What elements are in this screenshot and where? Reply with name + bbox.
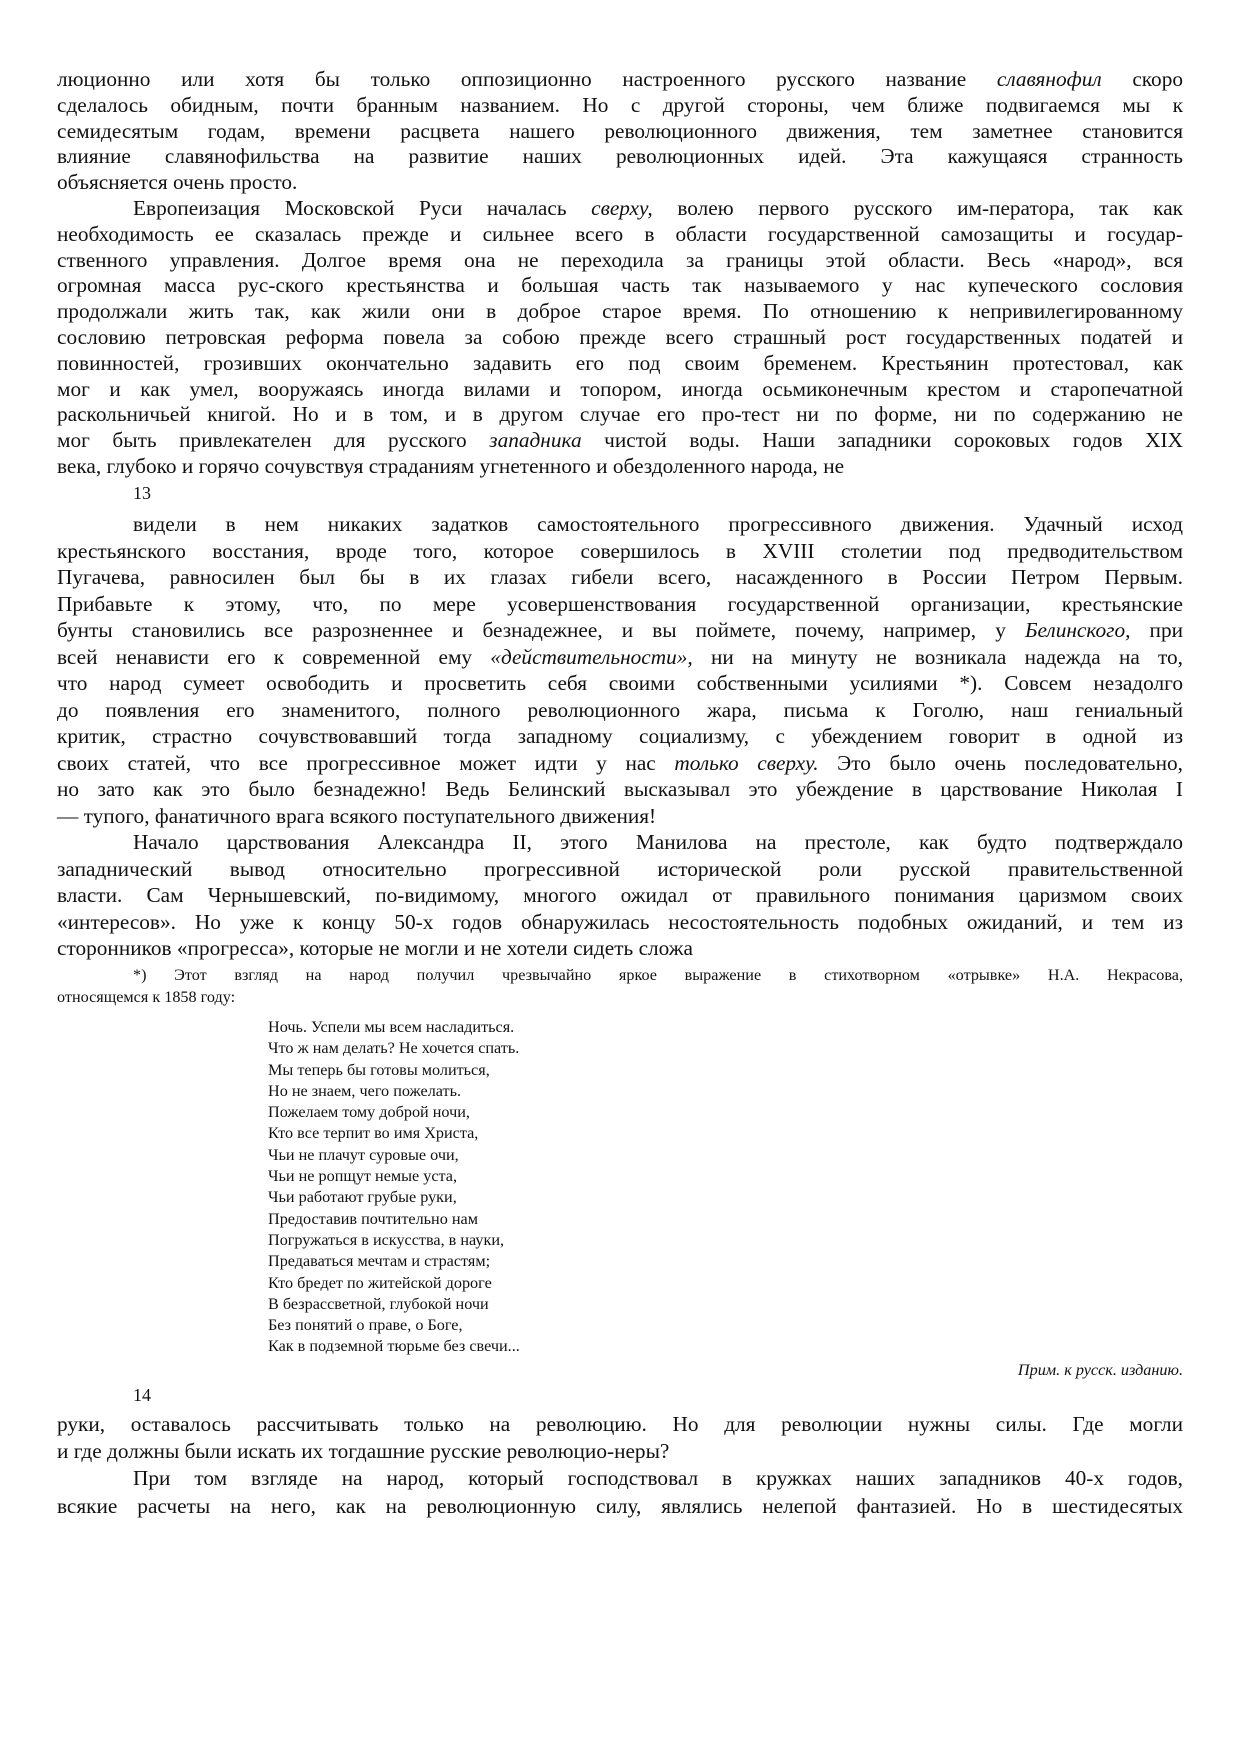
text-line bbox=[57, 776, 1183, 803]
text-segment: «интересов». Но уже к концу 50-х годов обнаружилась несостоятельность подобных ожиданий, и тем из bbox=[57, 909, 1183, 934]
text-segment: семидесятым годам, времени расцвета нашего революционного движения, тем заметнее становится bbox=[57, 118, 1183, 143]
text-segment: своих статей, что все прогрессивное может идти у нас bbox=[57, 750, 675, 775]
text-segment: влияние славянофильства на развитие наших революционных идей. Эта кажущаяся странность bbox=[57, 144, 1183, 169]
text-segment: века, глубоко и горячо сочувствуя страданиям угнетенного и обездоленного народа, не bbox=[57, 453, 845, 478]
page-14-text bbox=[57, 511, 1183, 962]
text-segment: раскольничьей книгой. Но и в том, и в другом случае его про-тест ни по форме, ни по содержанию не bbox=[57, 402, 1183, 427]
text-line bbox=[57, 299, 1183, 325]
italic-text: славянофил bbox=[996, 67, 1102, 91]
text-line bbox=[57, 351, 1183, 377]
text-line bbox=[57, 617, 1183, 644]
text-line bbox=[57, 273, 1183, 299]
poem-line: Как в подземной тюрьме без свечи... bbox=[268, 1337, 520, 1356]
poem-line: В безрассветной, глубокой ночи bbox=[268, 1294, 489, 1313]
text-segment: сделалось обидным, почти бранным названием. Но с другой стороны, чем ближе подвигаемся мы к bbox=[57, 92, 1183, 117]
text-line bbox=[57, 882, 1183, 909]
footnote bbox=[57, 964, 1183, 1008]
poem-line: Без понятий о праве, о Боге, bbox=[268, 1316, 463, 1335]
poem-line: Мы теперь бы готовы молиться, bbox=[268, 1060, 490, 1079]
text-line bbox=[57, 697, 1183, 724]
poem-line: Кто все терпит во имя Христа, bbox=[268, 1124, 479, 1143]
text-line bbox=[57, 119, 1183, 145]
text-segment: мог и как умел, вооружаясь иногда вилами и топором, иногда осьмиконечным крестом и старопечатной bbox=[57, 376, 1183, 401]
text-line bbox=[57, 935, 1183, 962]
text-segment: чистой воды. Наши западники сороковых годов XIX bbox=[581, 428, 1183, 453]
text-segment: скоро bbox=[1101, 67, 1183, 91]
text-line bbox=[57, 1438, 1183, 1465]
text-line bbox=[57, 454, 1183, 480]
poem-line: Чьи не ропщут немые уста, bbox=[268, 1167, 458, 1186]
text-segment: что народ сумеет освободить и просветить себя своими собственными усилиями *). Совсем незадолго bbox=[57, 671, 1183, 695]
text-segment: *) Этот взгляд на народ получил чрезвычайно яркое выражение в стихотворном «отрывке» Н.А. Некрасова, bbox=[133, 966, 1183, 984]
text-segment: всякие расчеты на него, как на революционную силу, являлись нелепой фантазией. Но в шестидесятых bbox=[57, 1493, 1183, 1518]
poem-line: Предоставив почтительно нам bbox=[268, 1209, 478, 1228]
poem-line: Ночь. Успели мы всем насладиться. bbox=[268, 1018, 515, 1036]
text-segment: повинностей, грозивших окончательно задавить его под своим бременем. Крестьянин протестовал, как bbox=[57, 350, 1183, 375]
text-line bbox=[57, 538, 1183, 565]
page-13-text bbox=[57, 67, 1183, 480]
text-segment: всей ненависти его к современной ему bbox=[57, 644, 491, 669]
page-number-13: 13 bbox=[133, 483, 151, 503]
text-line bbox=[57, 803, 1183, 830]
text-line bbox=[57, 248, 1183, 274]
text-segment: ни на минуту не возникала надежда на то, bbox=[692, 644, 1183, 669]
text-segment: — тупого, фанатичного врага всякого поступательного движения! bbox=[57, 803, 657, 828]
text-segment: западнический вывод относительно прогрессивной исторической роли русской правительственной bbox=[57, 856, 1183, 881]
text-line bbox=[57, 909, 1183, 936]
text-line bbox=[57, 723, 1183, 750]
text-segment: огромная масса рус-ского крестьянства и большая часть так называемого у нас купеческого сословия bbox=[57, 273, 1183, 298]
text-line bbox=[57, 144, 1183, 170]
text-segment: При том взгляде на народ, который господствовал в кружках наших западников 40-х годов, bbox=[133, 1466, 1183, 1491]
italic-text: только сверху. bbox=[674, 750, 819, 775]
text-segment: объясняется очень просто. bbox=[57, 170, 298, 195]
text-segment: Это было очень последовательно, bbox=[818, 750, 1183, 775]
page-15-text bbox=[57, 1411, 1183, 1520]
italic-text: сверху, bbox=[591, 195, 653, 220]
text-segment: Пугачева, равносилен был бы в их глазах гибели всего, насажденного в России Петром Первым. bbox=[57, 565, 1183, 589]
text-line bbox=[57, 67, 1183, 93]
italic-text: Белинского, bbox=[1024, 618, 1131, 642]
text-segment: продолжали жить так, как жили они в доброе старое время. По отношению к непривилегированному bbox=[57, 299, 1183, 324]
poem-line: Чьи работают грубые руки, bbox=[268, 1188, 457, 1207]
text-segment: Прибавьте к этому, что, по мере усовершенствования государственной организации, крестьянские bbox=[57, 591, 1183, 616]
poem-line: Но не знаем, чего пожелать. bbox=[268, 1081, 462, 1100]
text-line bbox=[57, 1411, 1183, 1438]
text-segment: власти. Сам Чернышевский, по-видимому, многого ожидал от правильного понимания царизмом своих bbox=[57, 883, 1183, 907]
text-line bbox=[57, 986, 1183, 1008]
text-segment: сторонников «прогресса», которые не могли и не хотели сидеть сложа bbox=[57, 936, 693, 960]
text-line bbox=[57, 93, 1183, 119]
footnote-poem bbox=[268, 1017, 520, 1358]
text-segment: видели в нем никаких задатков самостоятельного прогрессивного движения. Удачный исход bbox=[133, 512, 1183, 536]
page-number-14: 14 bbox=[133, 1385, 151, 1405]
text-line bbox=[57, 511, 1183, 538]
text-line bbox=[57, 964, 1183, 986]
text-line bbox=[57, 564, 1183, 591]
text-segment: ственного управления. Долгое время она не переходила за границы этой области. Весь «народ», вся bbox=[57, 247, 1183, 272]
text-line bbox=[57, 402, 1183, 428]
italic-text: «действительности», bbox=[490, 644, 693, 669]
poem-line: Погружаться в искусства, в науки, bbox=[268, 1230, 505, 1249]
poem-line: Пожелаем тому доброй ночи, bbox=[268, 1103, 470, 1122]
text-line bbox=[57, 829, 1183, 856]
poem-line: Чьи не плачут суровые очи, bbox=[268, 1145, 459, 1164]
text-line bbox=[57, 591, 1183, 618]
text-segment: но зато как это было безнадежно! Ведь Белинский высказывал это убеждение в царствование Николая I bbox=[57, 777, 1183, 801]
poem-line: Кто бредет по житейской дороге bbox=[268, 1273, 492, 1292]
text-line bbox=[57, 377, 1183, 403]
text-line bbox=[57, 170, 1183, 196]
text-segment: люционно или хотя бы только оппозиционно настроенного русского название bbox=[57, 67, 997, 91]
text-line bbox=[57, 325, 1183, 351]
text-segment: Начало царствования Александра II, этого Манилова на престоле, как будто подтверждало bbox=[133, 830, 1183, 854]
text-segment: при bbox=[1130, 618, 1183, 642]
text-line bbox=[57, 1465, 1183, 1492]
text-segment: бунты становились все разрозненнее и безнадежнее, и вы поймете, почему, например, у bbox=[57, 618, 1025, 642]
text-line bbox=[57, 856, 1183, 883]
text-line bbox=[57, 428, 1183, 454]
text-segment: необходимость ее сказалась прежде и сильнее всего в области государственной самозащиты и государ- bbox=[57, 221, 1183, 246]
footnote-note: Прим. к русск. изданию. bbox=[1017, 1361, 1183, 1379]
text-segment: критик, страстно сочувствовавший тогда западному социализму, с убеждением говорит в одной из bbox=[57, 724, 1183, 748]
text-line bbox=[57, 670, 1183, 697]
poem-line: Предаваться мечтам и страстям; bbox=[268, 1252, 491, 1271]
text-segment: волею первого русского им-ператора, так как bbox=[652, 195, 1183, 220]
text-segment: относящемся к 1858 году: bbox=[57, 988, 236, 1006]
text-segment: и где должны были искать их тогдашние русские революцио-неры? bbox=[57, 1439, 670, 1464]
text-line bbox=[57, 222, 1183, 248]
text-segment: крестьянского восстания, вроде того, которое совершилось в XVIII столетии под предводительством bbox=[57, 538, 1183, 563]
text-line bbox=[57, 1493, 1183, 1520]
text-segment: Европеизация Московской Руси началась bbox=[133, 195, 592, 220]
text-line bbox=[57, 196, 1183, 222]
text-segment: руки, оставалось рассчитывать только на революцию. Но для революции нужны силы. Где могли bbox=[57, 1412, 1183, 1436]
text-segment: до появления его знаменитого, полного революционного жара, письма к Гоголю, наш гениальный bbox=[57, 697, 1183, 722]
text-line bbox=[57, 644, 1183, 671]
text-segment: мог быть привлекателен для русского bbox=[57, 428, 490, 453]
italic-text: западника bbox=[489, 428, 582, 453]
text-segment: сословию петровская реформа повела за собою прежде всего страшный рост государственных податей и bbox=[57, 324, 1183, 349]
poem-line: Что ж нам делать? Не хочется спать. bbox=[268, 1039, 520, 1058]
text-line bbox=[57, 750, 1183, 777]
